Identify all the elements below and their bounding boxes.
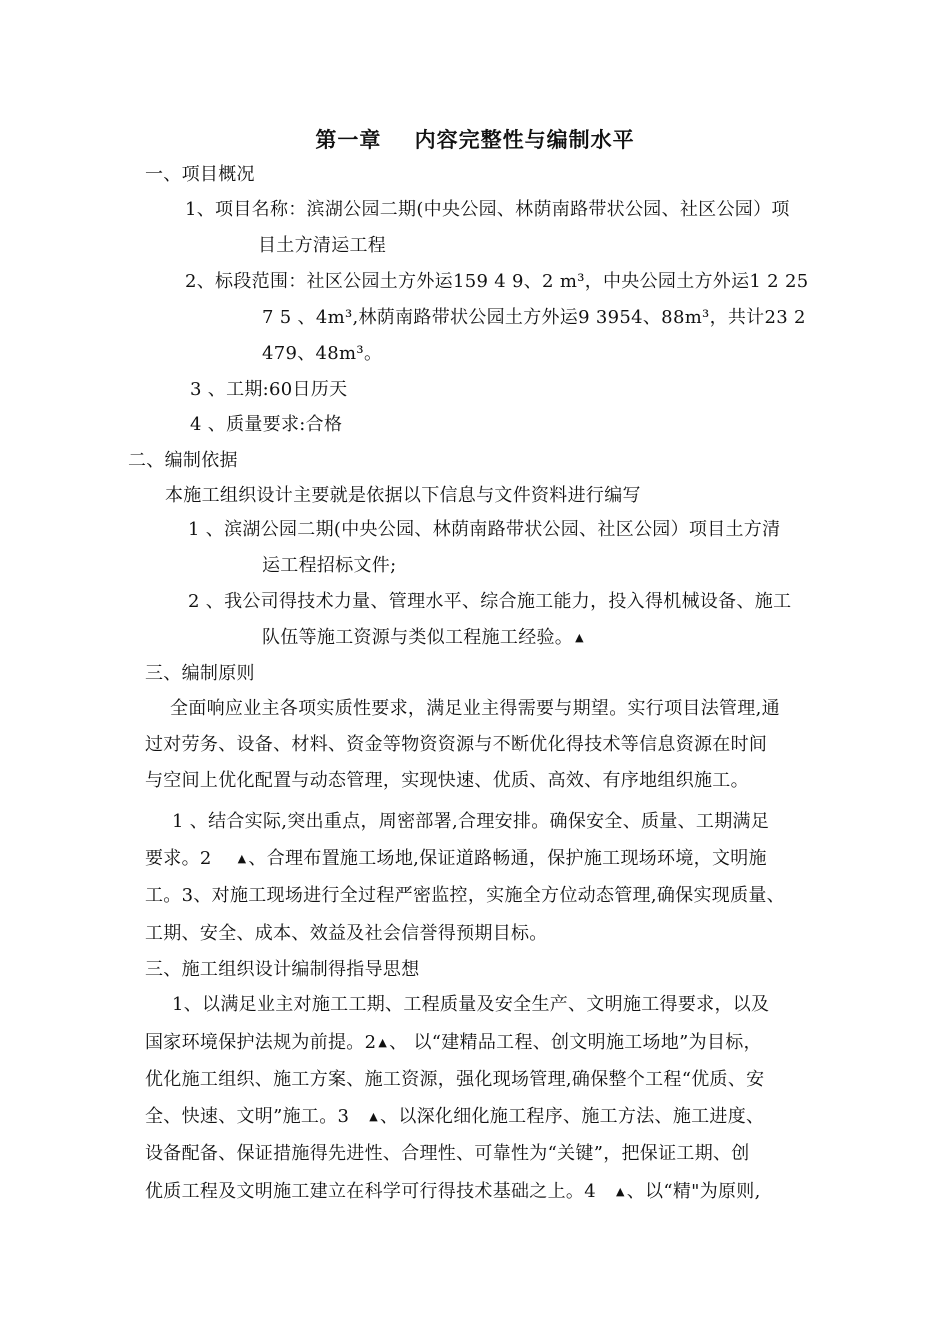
guiding-line2 [145,1031,762,1057]
basis-item2-line1: 2 、我公司得技术力量、管理水平、综合施工能力，投入得机械设备、施工 [188,591,792,612]
section-heading-guiding-ideas: 三、施工组织设计编制得指导思想 [145,959,420,980]
scope-line1: 2、标段范围：社区公园土方外运159 4 9、2 m³，中央公园土方外运1 2 25 [185,271,809,292]
triangle-mark-icon: ▲ [575,631,584,644]
triangle-mark-icon: ▲ [237,852,247,865]
principles-p1-line1: 全面响应业主各项实质性要求，满足业主得需要与期望。实行项目法管理,通 [170,698,780,719]
guiding-line4 [145,1105,764,1131]
project-name-line1: 1、项目名称：滨湖公园二期(中央公园、林荫南路带状公园、社区公园）项 [185,199,790,220]
principles-p2-line1: 1 、结合实际,突出重点，周密部署,合理安排。确保安全、质量、工期满足 [172,811,770,832]
guiding-line5: 设备配备、保证措施得先进性、合理性、可靠性为“关键”，把保证工期、创 [145,1143,750,1164]
principles-p2-line2 [145,847,767,873]
basis-item1-line2: 运工程招标文件; [262,555,397,576]
basis-intro: 本施工组织设计主要就是依据以下信息与文件资料进行编写 [165,485,641,506]
guiding-line4a: 全、快速、文明”施工。3 [145,1106,350,1127]
guiding-line1: 1、以满足业主对施工工期、工程质量及安全生产、文明施工得要求，以及 [172,994,770,1015]
chapter-title: 第一章 内容完整性与编制水平 [315,128,635,152]
guiding-line4b: 、以深化细化施工程序、施工方法、施工进度、 [380,1106,765,1127]
section-heading-basis: 二、编制依据 [128,450,238,471]
triangle-mark-icon: ▲ [378,1036,388,1049]
guiding-line2b: 、 以“建精品工程、创文明施工场地”为目标， [389,1032,762,1053]
guiding-line6a: 优质工程及文明施工建立在科学可行得技术基础之上。4 [145,1181,596,1202]
guiding-line6 [145,1180,761,1206]
principles-p2-line3: 工。3、对施工现场进行全过程严密监控，实施全方位动态管理,确保实现质量、 [145,885,785,906]
project-name-line2: 目土方清运工程 [258,235,387,256]
duration-line: 3 、工期:60日历天 [190,379,348,400]
principles-p2-line4: 工期、安全、成本、效益及社会信誉得预期目标。 [145,923,548,944]
principles-p2-line2b: 、合理布置施工场地,保证道路畅通，保护施工现场环境，文明施 [248,848,767,869]
basis-item1-line1: 1 、滨湖公园二期(中央公园、林荫南路带状公园、社区公园）项目土方清 [188,519,781,540]
guiding-line2a: 国家环境保护法规为前提。2 [145,1032,377,1053]
section-heading-overview: 一、项目概况 [145,164,255,185]
guiding-line3: 优化施工组织、施工方案、施工资源，强化现场管理,确保整个工程“优质、安 [145,1069,765,1090]
basis-item2-line2 [262,626,586,652]
triangle-mark-icon: ▲ [615,1185,625,1198]
triangle-mark-icon: ▲ [369,1110,379,1123]
principles-p1-line2: 过对劳务、设备、材料、资金等物资资源与不断优化得技术等信息资源在时间 [145,734,768,755]
scope-line2: 7 5 、4m³,林荫南路带状公园土方外运9 3954、88m³，共计23 2 [262,307,806,328]
basis-item2-line2-text: 队伍等施工资源与类似工程施工经验。 [262,627,574,648]
scope-line3: 479、48m³。 [262,343,383,364]
guiding-line6b: 、以“精"为原则, [626,1181,761,1202]
principles-p1-line3: 与空间上优化配置与动态管理，实现快速、优质、高效、有序地组织施工。 [145,770,749,791]
section-heading-principles: 三、编制原则 [145,663,255,684]
quality-line: 4 、质量要求:合格 [190,414,343,435]
principles-p2-line2a: 要求。2 [145,848,212,869]
